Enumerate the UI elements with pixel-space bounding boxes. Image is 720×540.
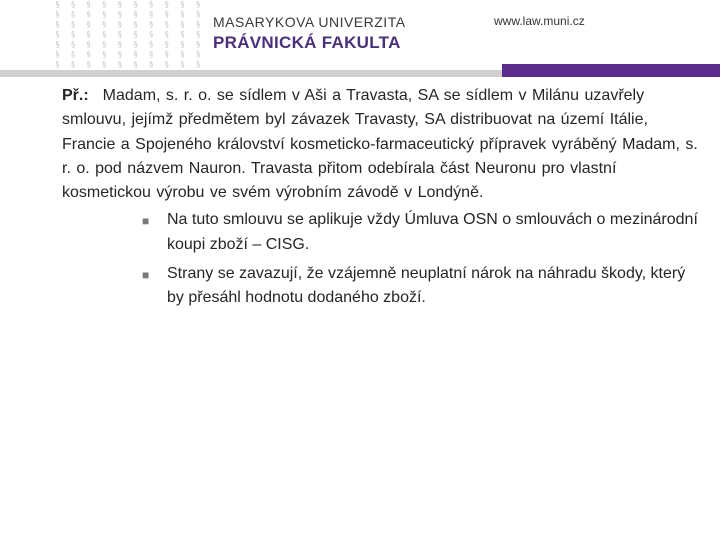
- paragraph-pattern-logo: § § § § § § § § § § § § § § § § § § § § § § § § § § § § § § § § § § § § § § § § § § § § § § § § § § § § § § § § § § § § § § § § § § § § § §: [55, 0, 204, 69]
- section-bullet-icon: ■: [142, 214, 150, 229]
- header-accent-band: [502, 64, 720, 77]
- bullet-text: Na tuto smlouvu se aplikuje vždy Úmluva OSN o smlouvách o mezinárodní koupi zboží – CISG.: [167, 211, 698, 253]
- list-item: [62, 208, 702, 257]
- case-text: Madam, s. r. o. se sídlem v Aši a Travasta, SA se sídlem v Milánu uzavřely smlouvu, jejímž předmětem byl závazek Travasty, SA distribuovat na území Itálie, Francie a Spojeného království kosmeticko-farmaceutický přípravek vyráběný Madam, s. r. o. pod názvem Nauron. Travasta přitom odebírala část Neuronu pro vlastní kosmetickou výrobu ve svém výrobním závodě v Londýně.: [62, 87, 698, 202]
- website-url: www.law.muni.cz: [494, 14, 585, 28]
- faculty-name: PRÁVNICKÁ FAKULTA: [213, 33, 401, 52]
- bullet-text: Strany se zavazují, že vzájemně neuplatní nárok na náhradu škody, který by přesáhl hodnotu dodaného zboží.: [167, 265, 686, 307]
- bullet-list: [62, 208, 702, 310]
- slide-header: [0, 0, 720, 70]
- slide-content: [62, 84, 702, 316]
- section-bullet-icon: ■: [142, 268, 150, 283]
- case-paragraph: [62, 84, 702, 205]
- university-name: MASARYKOVA UNIVERZITA: [213, 14, 406, 30]
- header-grey-band: [0, 70, 502, 77]
- list-item: [62, 262, 702, 311]
- case-label: Př.:: [62, 87, 89, 104]
